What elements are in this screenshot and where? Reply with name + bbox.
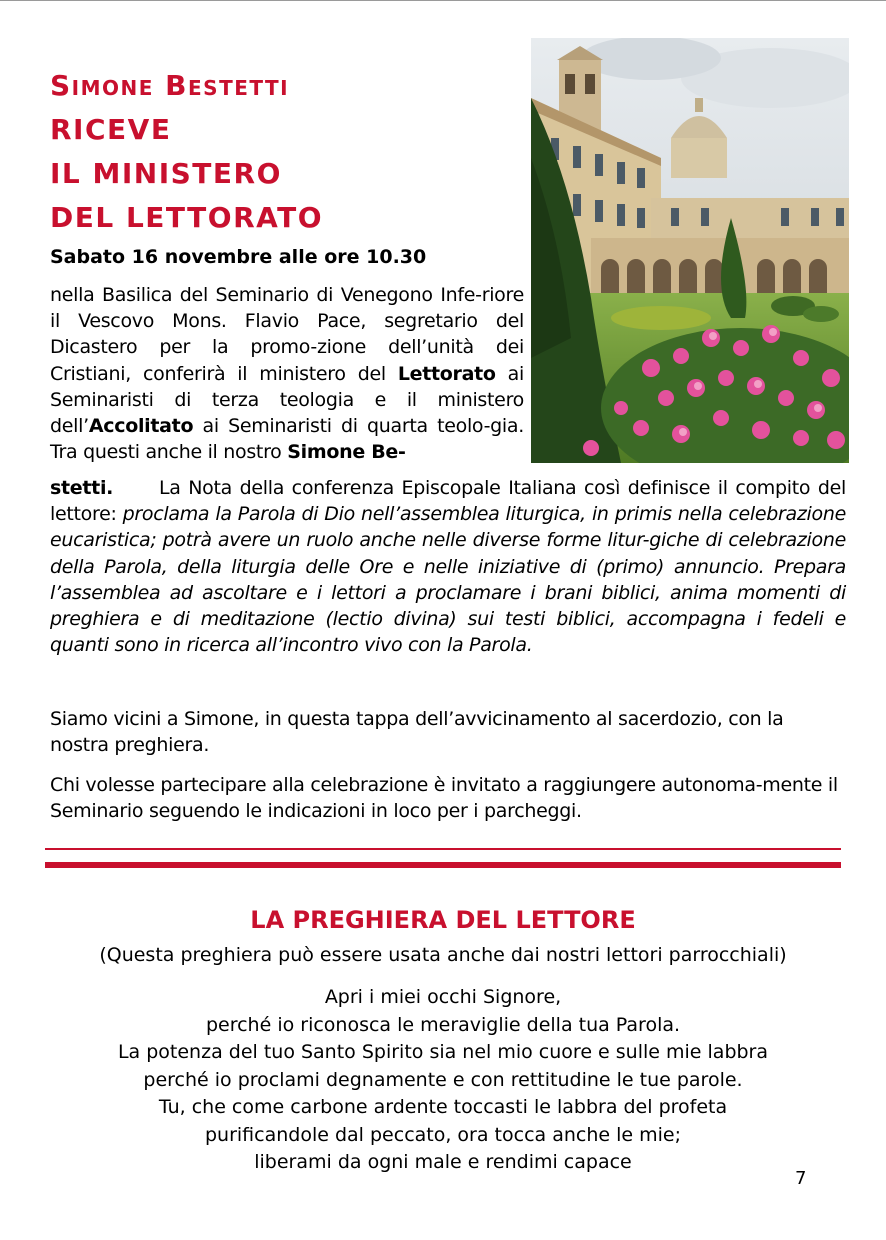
prayer-line: perché io riconosca le meraviglie della tua Parola.	[205, 1013, 681, 1036]
main-bold-name: stetti.	[50, 477, 114, 499]
intro-bold-lettorato: Lettorato	[397, 362, 496, 385]
divider-thin	[45, 848, 841, 850]
title-line-3: IL MINISTERO	[50, 157, 282, 190]
event-date: Sabato 16 novembre alle ore 10.30	[50, 246, 427, 268]
prayer-line: perché io proclami degnamente e con rettitudine le tue parole.	[143, 1068, 743, 1091]
intro-bold-accolitato: Accolitato	[88, 415, 194, 438]
title-line-2: RICEVE	[50, 113, 172, 146]
intro-paragraph	[50, 282, 524, 465]
title-line-1: Simone Bestetti	[50, 69, 290, 102]
cei-quote: proclama la Parola di Dio nell’assemblea liturgica, in primis nella celebrazione eucaristica; potrà avere un ruolo anche nelle diverse forme litur-giche di celebrazione della Parola, della liturgia delle Ore e nelle iniziative di (primo) annuncio. Prepara l’assemblea ad ascoltare e i lettori a proclamare i brani biblici, anima momenti di preghiera e di meditazione (lectio divina) sui testi biblici, accompagna i fedeli e quanti sono in ricerca all’incontro vivo con la Parola.	[50, 503, 846, 657]
prayer-line: purificandole dal peccato, ora tocca anche le mie;	[204, 1123, 681, 1146]
prayer-text	[0, 984, 886, 1177]
main-text: La Nota della conferenza Episcopale Italiana così definisce il compito del lettore:	[50, 477, 852, 526]
title-line-4: DEL LETTORATO	[50, 201, 324, 234]
closeness-paragraph: Siamo vicini a Simone, in questa tappa dell’avvicinamento al sacerdozio, con la nostra preghiera.	[50, 708, 784, 757]
main-paragraph	[50, 475, 852, 658]
top-border-line	[0, 0, 886, 1]
prayer-subtitle: (Questa preghiera può essere usata anche dai nostri lettori parrocchiali)	[99, 944, 787, 966]
seminary-photo	[531, 38, 849, 463]
article-title	[50, 64, 520, 240]
prayer-line: liberami da ogni male e rendimi capace	[254, 1151, 632, 1173]
prayer-title: LA PREGHIERA DEL LETTORE	[250, 906, 636, 934]
participation-paragraph: Chi volesse partecipare alla celebrazione è invitato a raggiungere autonoma-mente il Seminario seguendo le indicazioni in loco per i parcheggi.	[50, 774, 838, 823]
page-number: 7	[795, 1168, 807, 1189]
prayer-line: Apri i miei occhi Signore,	[324, 986, 562, 1008]
divider-thick	[45, 862, 841, 868]
intro-text-3: ai Seminaristi di quarta teolo-gia. Tra questi anche il nostro	[50, 415, 524, 464]
intro-bold-simone: Simone Be-	[287, 441, 406, 464]
prayer-line: Tu, che come carbone ardente toccasti le labbra del profeta	[158, 1096, 728, 1118]
intro-text-1: nella Basilica del Seminario di Venegono Infe-riore il Vescovo Mons. Flavio Pace, segretario del Dicastero per la promo-zione dell’unità dei Cristiani, conferirà il ministero del	[50, 284, 524, 385]
prayer-line: La potenza del tuo Santo Spirito sia nel mio cuore e sulle mie labbra	[117, 1041, 769, 1063]
intro-text-2: ai Seminaristi di terza teologia e il ministero dell’	[50, 362, 525, 438]
